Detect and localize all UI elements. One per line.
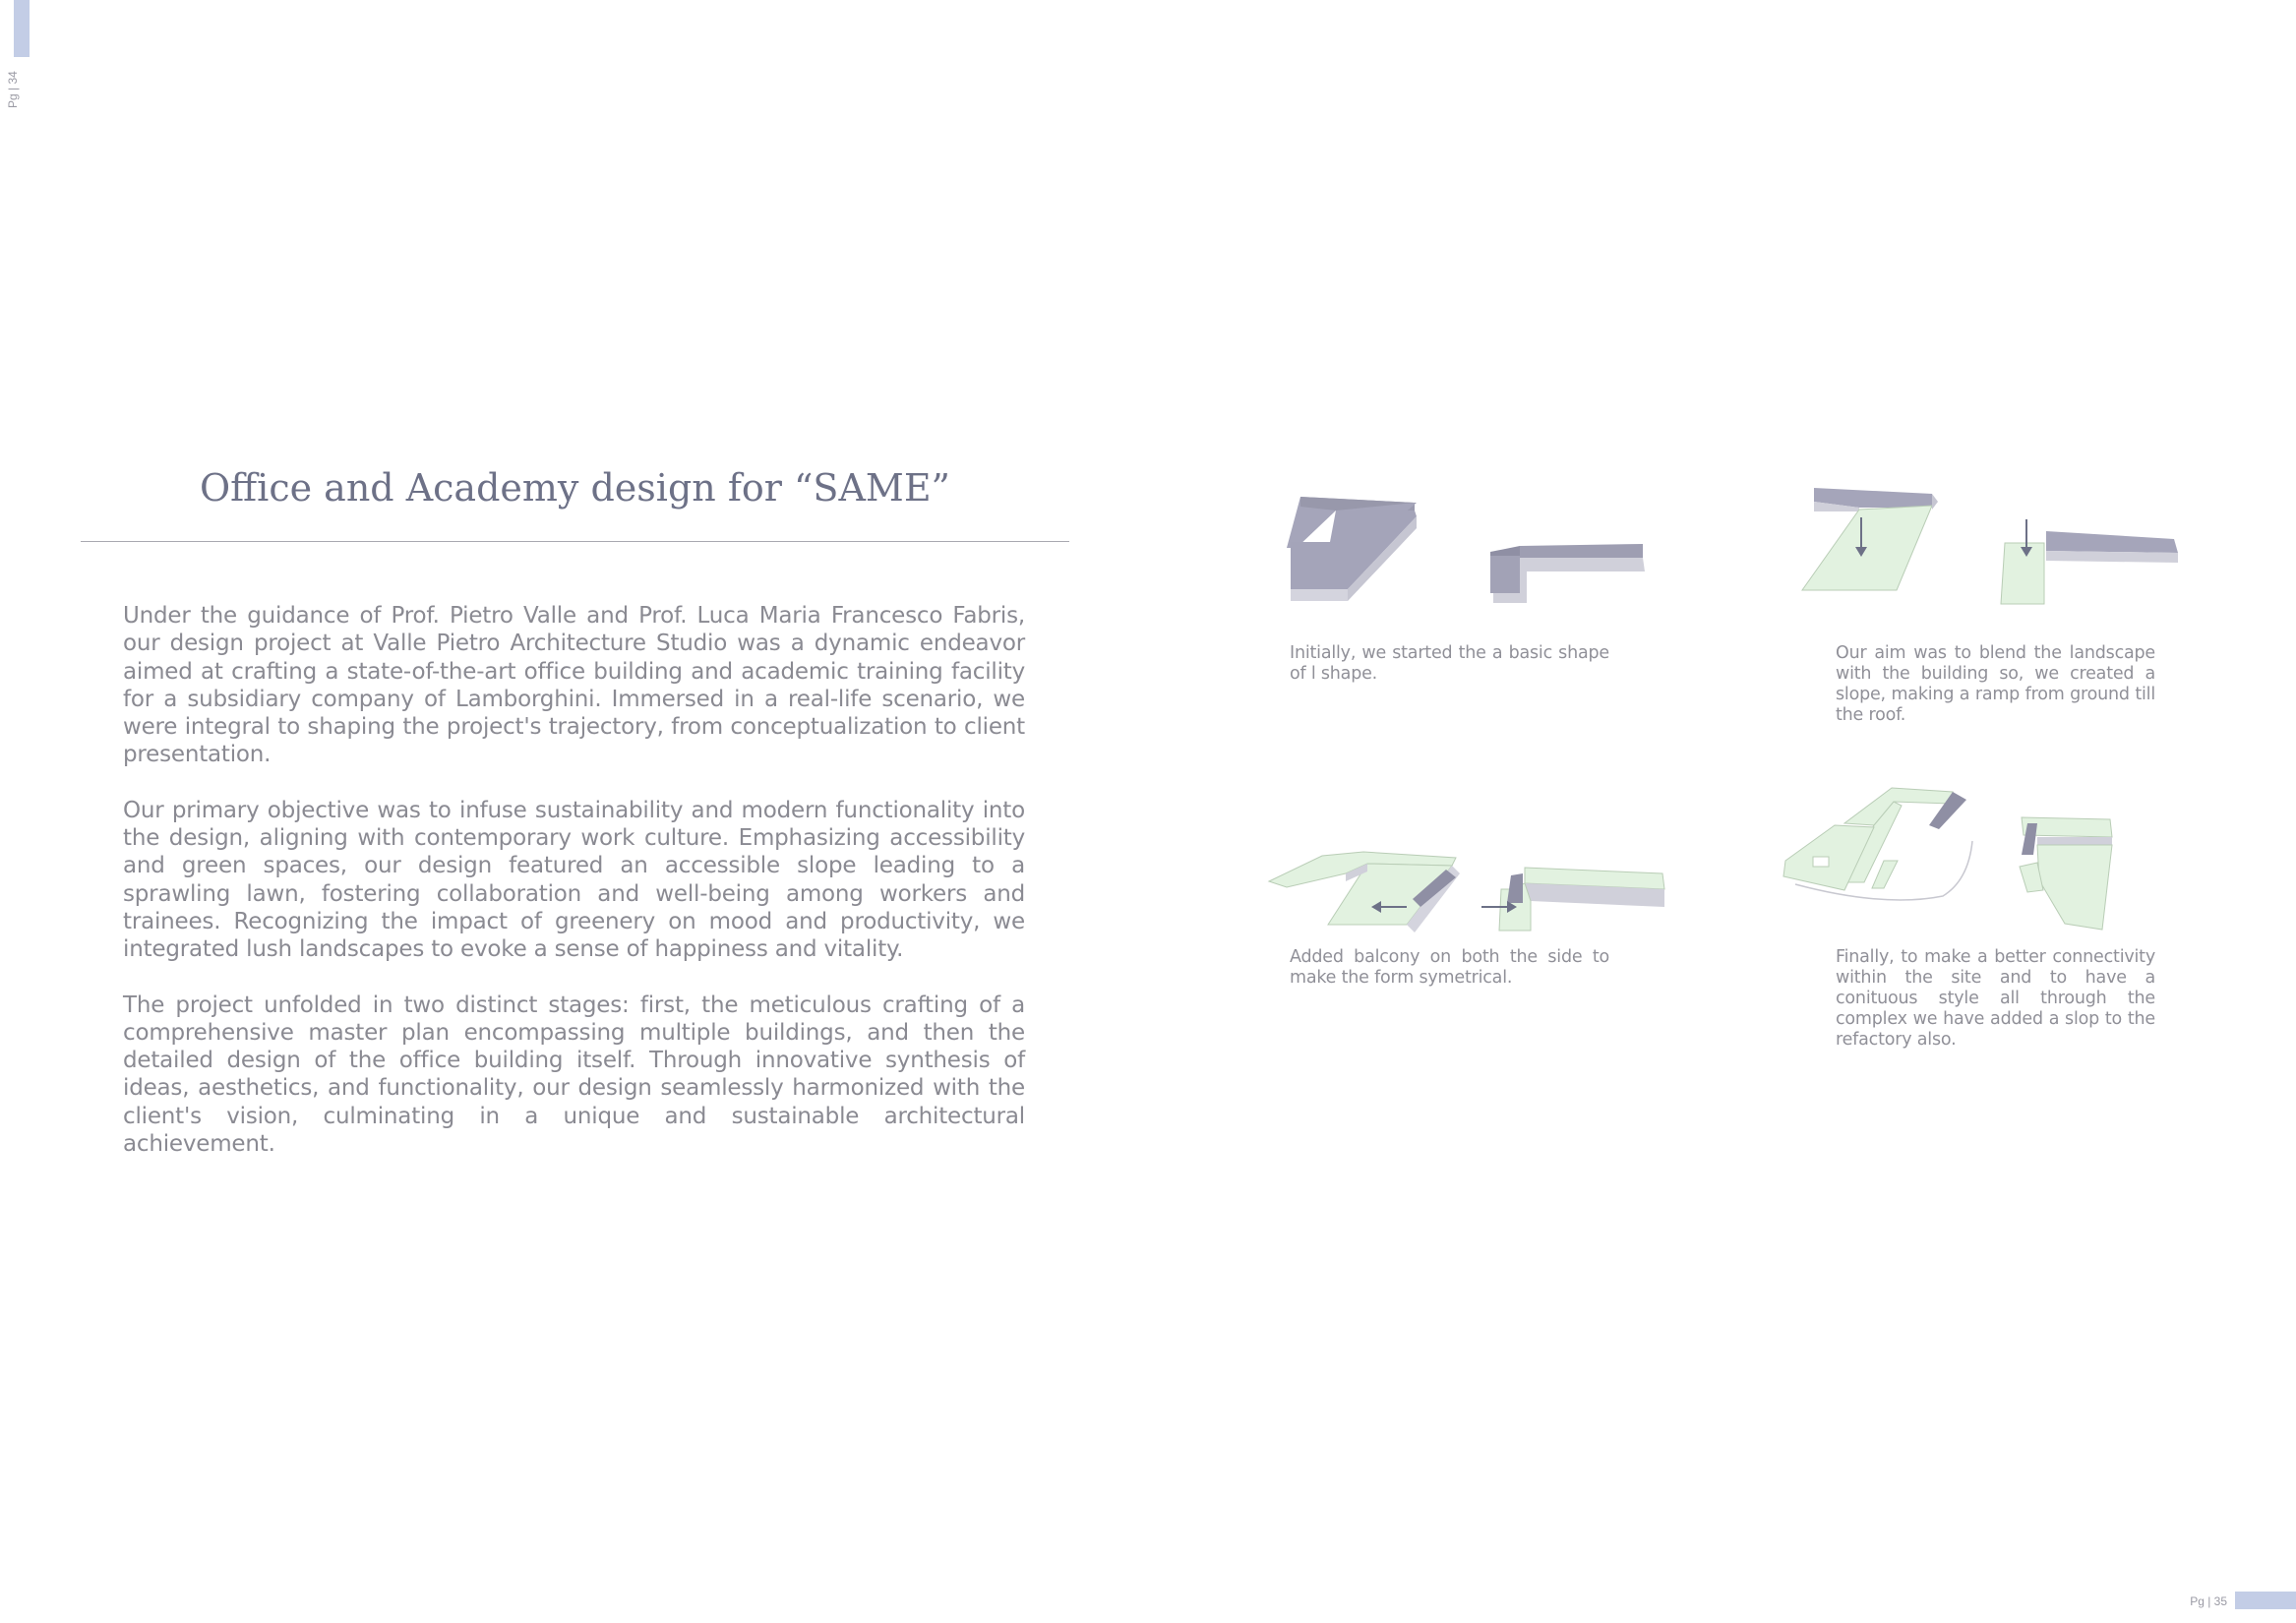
body-text [123,602,1025,1185]
paragraph-3: The project unfolded in two distinct stages: first, the meticulous crafting of a comprehensive master plan encompassing multiple buildings, and then the detailed design of the office building itself. Through innovative synthesis of ideas, aesthetics, and functionality, our design seamlessly harmonized with the client's vision, culminating in a unique and sustainable architectural achievement. [123,992,1025,1158]
page-tab-right [2235,1592,2296,1609]
diagram-site-connectivity [1776,782,2179,939]
page-number-left [6,69,35,112]
title-divider [81,541,1069,542]
diagram-slope-ramp [1790,482,2184,620]
paragraph-2: Our primary objective was to infuse sustainability and modern functionality into the design, aligning with contemporary work culture. Emphasizing accessibility and green spaces, our design featured an accessible slope leading to a sprawling lawn, fostering collaboration and well-being among workers and trainees. Recognizing the impact of greenery on mood and productivity, we integrated lush landscapes to evoke a sense of happiness and vitality. [123,797,1025,963]
caption-2: Our aim was to blend the landscape with the building so, we created a slope, making a ramp from ground till the roof. [1836,643,2155,725]
diagram-basic-l-shape [1279,487,1653,615]
caption-4: Finally, to make a better connectivity within the site and to have a conituous style all through the complex we have added a slop to the refactory also. [1836,947,2155,1050]
paragraph-1: Under the guidance of Prof. Pietro Valle and Prof. Luca Maria Francesco Fabris, our design project at Valle Pietro Architecture Studio was a dynamic endeavor aimed at crafting a state-of-the-art office building and academic training facility for a subsidiary company of Lamborghini. Immersed in a real-life scenario, we were integral to shaping the project's trajectory, from conceptualization to client presentation. [123,603,1025,768]
page-tab-left [14,0,30,57]
caption-1: Initially, we started the a basic shape of l shape. [1290,643,1609,684]
page-number-left-text: Pg | 34 [6,71,20,108]
page-title: Office and Academy design for “SAME” [200,466,950,510]
diagram-balcony [1259,816,1672,954]
caption-3: Added balcony on both the side to make the form symetrical. [1290,947,1609,988]
page-number-right: Pg | 35 [2190,1594,2227,1608]
